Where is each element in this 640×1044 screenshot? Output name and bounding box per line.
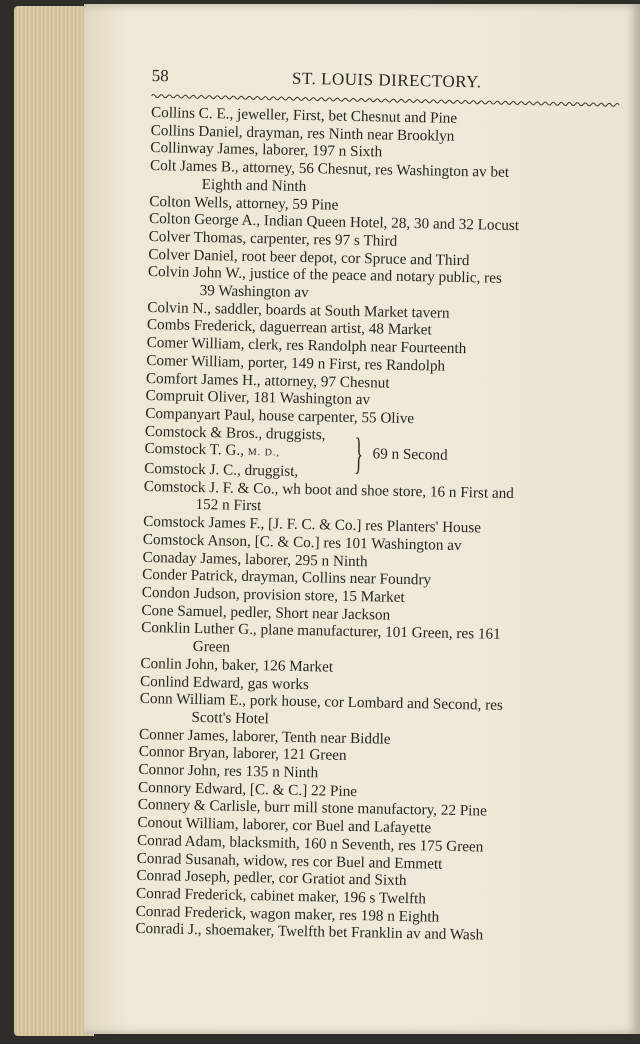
list-item: Connor John, res 135 n Ninth xyxy=(138,760,319,782)
list-item: Collins Daniel, drayman, res Ninth near Brooklyn xyxy=(150,121,455,145)
entry-text: Comstock J. C., druggist, xyxy=(144,459,299,480)
entry-list xyxy=(135,478,614,947)
list-item: Conaday James, laborer, 295 n Ninth xyxy=(142,548,368,570)
entry-list xyxy=(145,104,621,432)
list-item: Companyart Paul, house carpenter, 55 Olive xyxy=(145,404,415,428)
list-item: Conrad Joseph, pedler, cor Gratiot and Sixth xyxy=(136,867,407,890)
entry-text: Comstock T. G., xyxy=(144,440,245,460)
shared-address: 69 n Second xyxy=(372,444,448,464)
list-item: Colton Wells, attorney, 59 Pine xyxy=(149,192,339,214)
md-abbrev: M. D., xyxy=(247,447,281,459)
list-item: Connery & Carlisle, burr mill stone manufactory, 22 Pine xyxy=(137,796,487,820)
list-item: Compruit Oliver, 181 Washington av xyxy=(145,387,371,409)
book-page-edges xyxy=(14,6,94,1036)
list-item: Comstock Anson, [C. & Co.] res 101 Washington av xyxy=(142,530,462,554)
list-item: Conlind Edward, gas works xyxy=(139,672,310,693)
list-item: Conrad Frederick, cabinet maker, 196 s Twelfth xyxy=(135,884,427,908)
list-item: Collinway James, laborer, 197 n Sixth xyxy=(150,139,383,161)
comstock-brace-group xyxy=(144,423,615,487)
list-item: Comstock James F., [J. F. C. & Co.] res Planters' House xyxy=(143,513,482,537)
list-item: Combs Frederick, daguerrean artist, 48 Market xyxy=(146,316,432,339)
list-item: Colt James B., attorney, 56 Chesnut, res Washington av bet xyxy=(149,157,510,181)
list-item: Colvin John W., justice of the peace and notary public, res xyxy=(147,263,502,288)
list-item-continuation: Scott's Hotel xyxy=(191,708,270,728)
list-item: Condon Judson, provision store, 15 Market xyxy=(141,583,405,606)
list-item: Conradi J., shoemaker, Twelfth bet Franklin av and Wash xyxy=(135,920,484,944)
list-item: Cone Samuel, pedler, Short near Jackson xyxy=(141,601,391,624)
list-item: Conout William, laborer, cor Buel and Lafayette xyxy=(137,813,432,837)
page-title: ST. LOUIS DIRECTORY. xyxy=(291,68,482,92)
list-item: Colver Daniel, root beer depot, cor Spruce and Third xyxy=(148,245,470,269)
list-item: Connory Edward, [C. & C.] 22 Pine xyxy=(137,778,358,800)
list-item-continuation: 39 Washington av xyxy=(199,281,309,302)
list-item: Conlin John, baker, 126 Market xyxy=(140,654,334,676)
list-item: Conn William E., pork house, cor Lombard and Second, res xyxy=(139,690,504,715)
list-item: Colver Thomas, carpenter, res 97 s Third xyxy=(148,227,398,250)
list-item: Conner James, laborer, Tenth near Biddle xyxy=(138,725,391,748)
list-item-continuation: Green xyxy=(192,637,231,656)
list-item: Conrad Adam, blacksmith, 160 n Seventh, res 175 Green xyxy=(136,831,484,856)
list-item: Comer William, clerk, res Randolph near Fourteenth xyxy=(146,334,467,358)
list-item: Conder Patrick, drayman, Collins near Foundry xyxy=(142,566,432,589)
list-item: Conrad Susanah, widow, res cor Buel and Emmett xyxy=(136,849,443,873)
list-item: Conklin Luther G., plane manufacturer, 101 Green, res 161 xyxy=(141,619,501,644)
page-number: 58 xyxy=(151,65,169,86)
list-item-continuation: Eighth and Ninth xyxy=(201,175,307,195)
list-item: Comer William, porter, 149 n First, res Randolph xyxy=(146,351,446,375)
list-item-continuation: 152 n First xyxy=(195,496,262,515)
list-item: Connor Bryan, laborer, 121 Green xyxy=(138,743,347,765)
list-item: Collins C. E., jeweller, First, bet Chesnut and Pine xyxy=(150,103,458,127)
list-item: Conrad Frederick, wagon maker, res 198 n Eighth xyxy=(135,902,440,926)
entry-text: Comstock & Bros., druggists, xyxy=(144,422,326,444)
directory-page xyxy=(135,64,622,947)
list-item: Colton George A., Indian Queen Hotel, 28, 30 and 32 Locust xyxy=(148,210,520,235)
list-item: Comfort James H., attorney, 97 Chesnut xyxy=(145,369,390,392)
list-item: Comstock J. F. & Co., wh boot and shoe store, 16 n First and xyxy=(143,477,515,502)
list-item: Colvin N., saddler, boards at South Market tavern xyxy=(147,298,450,322)
brace-symbol: } xyxy=(354,428,364,478)
